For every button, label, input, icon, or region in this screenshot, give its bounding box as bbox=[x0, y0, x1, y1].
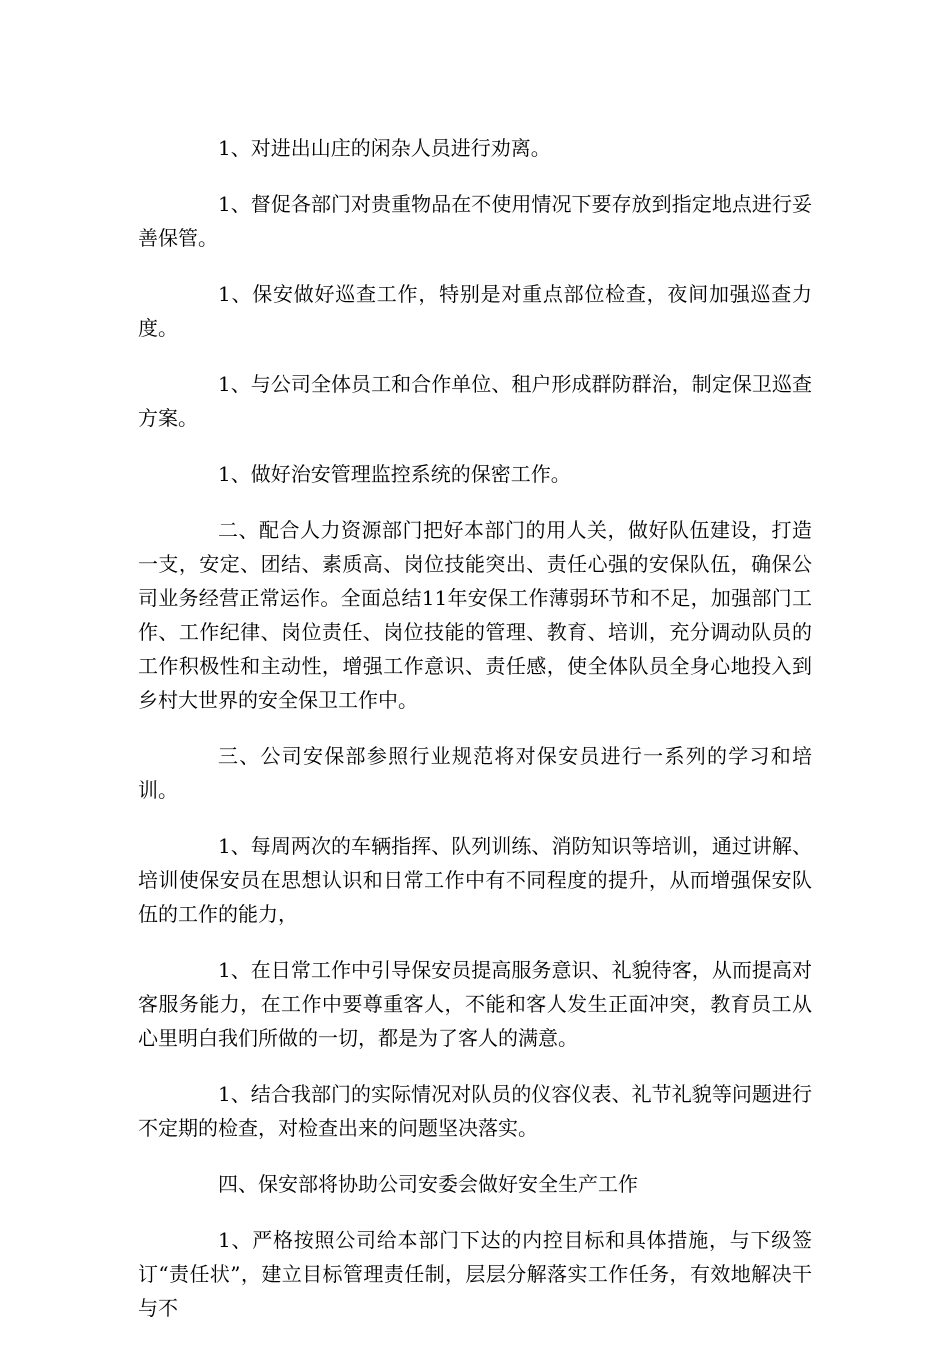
paragraph: 二、配合人力资源部门把好本部门的用人关，做好队伍建设，打造一支，安定、团结、素质高、岗位技能突出、责任心强的安保队伍，确保公司业务经营正常运作。全面总结11年安保工作薄弱环节和不足，加强部门工作、工作纪律、岗位责任、岗位技能的管理、教育、培训，充分调动队员的工作积极性和主动性，增强工作意识、责任感，使全体队员全身心地投入到乡村大世界的安全保卫工作中。 bbox=[138, 518, 812, 712]
paragraph: 1、与公司全体员工和合作单位、租户形成群防群治，制定保卫巡查方案。 bbox=[138, 372, 812, 430]
section-heading: 三、公司安保部参照行业规范将对保安员进行一系列的学习和培训。 bbox=[138, 744, 812, 802]
paragraph: 1、在日常工作中引导保安员提高服务意识、礼貌待客，从而提高对客服务能力，在工作中要尊重客人，不能和客人发生正面冲突，教育员工从心里明白我们所做的一切，都是为了客人的满意。 bbox=[138, 958, 812, 1050]
paragraph: 1、每周两次的车辆指挥、队列训练、消防知识等培训，通过讲解、培训使保安员在思想认识和日常工作中有不同程度的提升，从而增强保安队伍的工作的能力， bbox=[138, 834, 812, 926]
paragraph: 1、做好治安管理监控系统的保密工作。 bbox=[218, 462, 571, 486]
paragraph: 1、结合我部门的实际情况对队员的仪容仪表、礼节礼貌等问题进行不定期的检查，对检查出来的问题坚决落实。 bbox=[138, 1082, 812, 1140]
paragraph: 1、保安做好巡查工作，特别是对重点部位检查，夜间加强巡查力度。 bbox=[138, 282, 812, 340]
paragraph: 1、对进出山庄的闲杂人员进行劝离。 bbox=[218, 136, 551, 160]
paragraph: 1、严格按照公司给本部门下达的内控目标和具体措施，与下级签订“责任状”，建立目标管理责任制，层层分解落实工作任务，有效地解决干与不 bbox=[138, 1228, 812, 1320]
section-heading: 四、保安部将协助公司安委会做好安全生产工作 bbox=[218, 1172, 638, 1196]
paragraph: 1、督促各部门对贵重物品在不使用情况下要存放到指定地点进行妥善保管。 bbox=[138, 192, 812, 250]
document-body bbox=[138, 131, 812, 1347]
